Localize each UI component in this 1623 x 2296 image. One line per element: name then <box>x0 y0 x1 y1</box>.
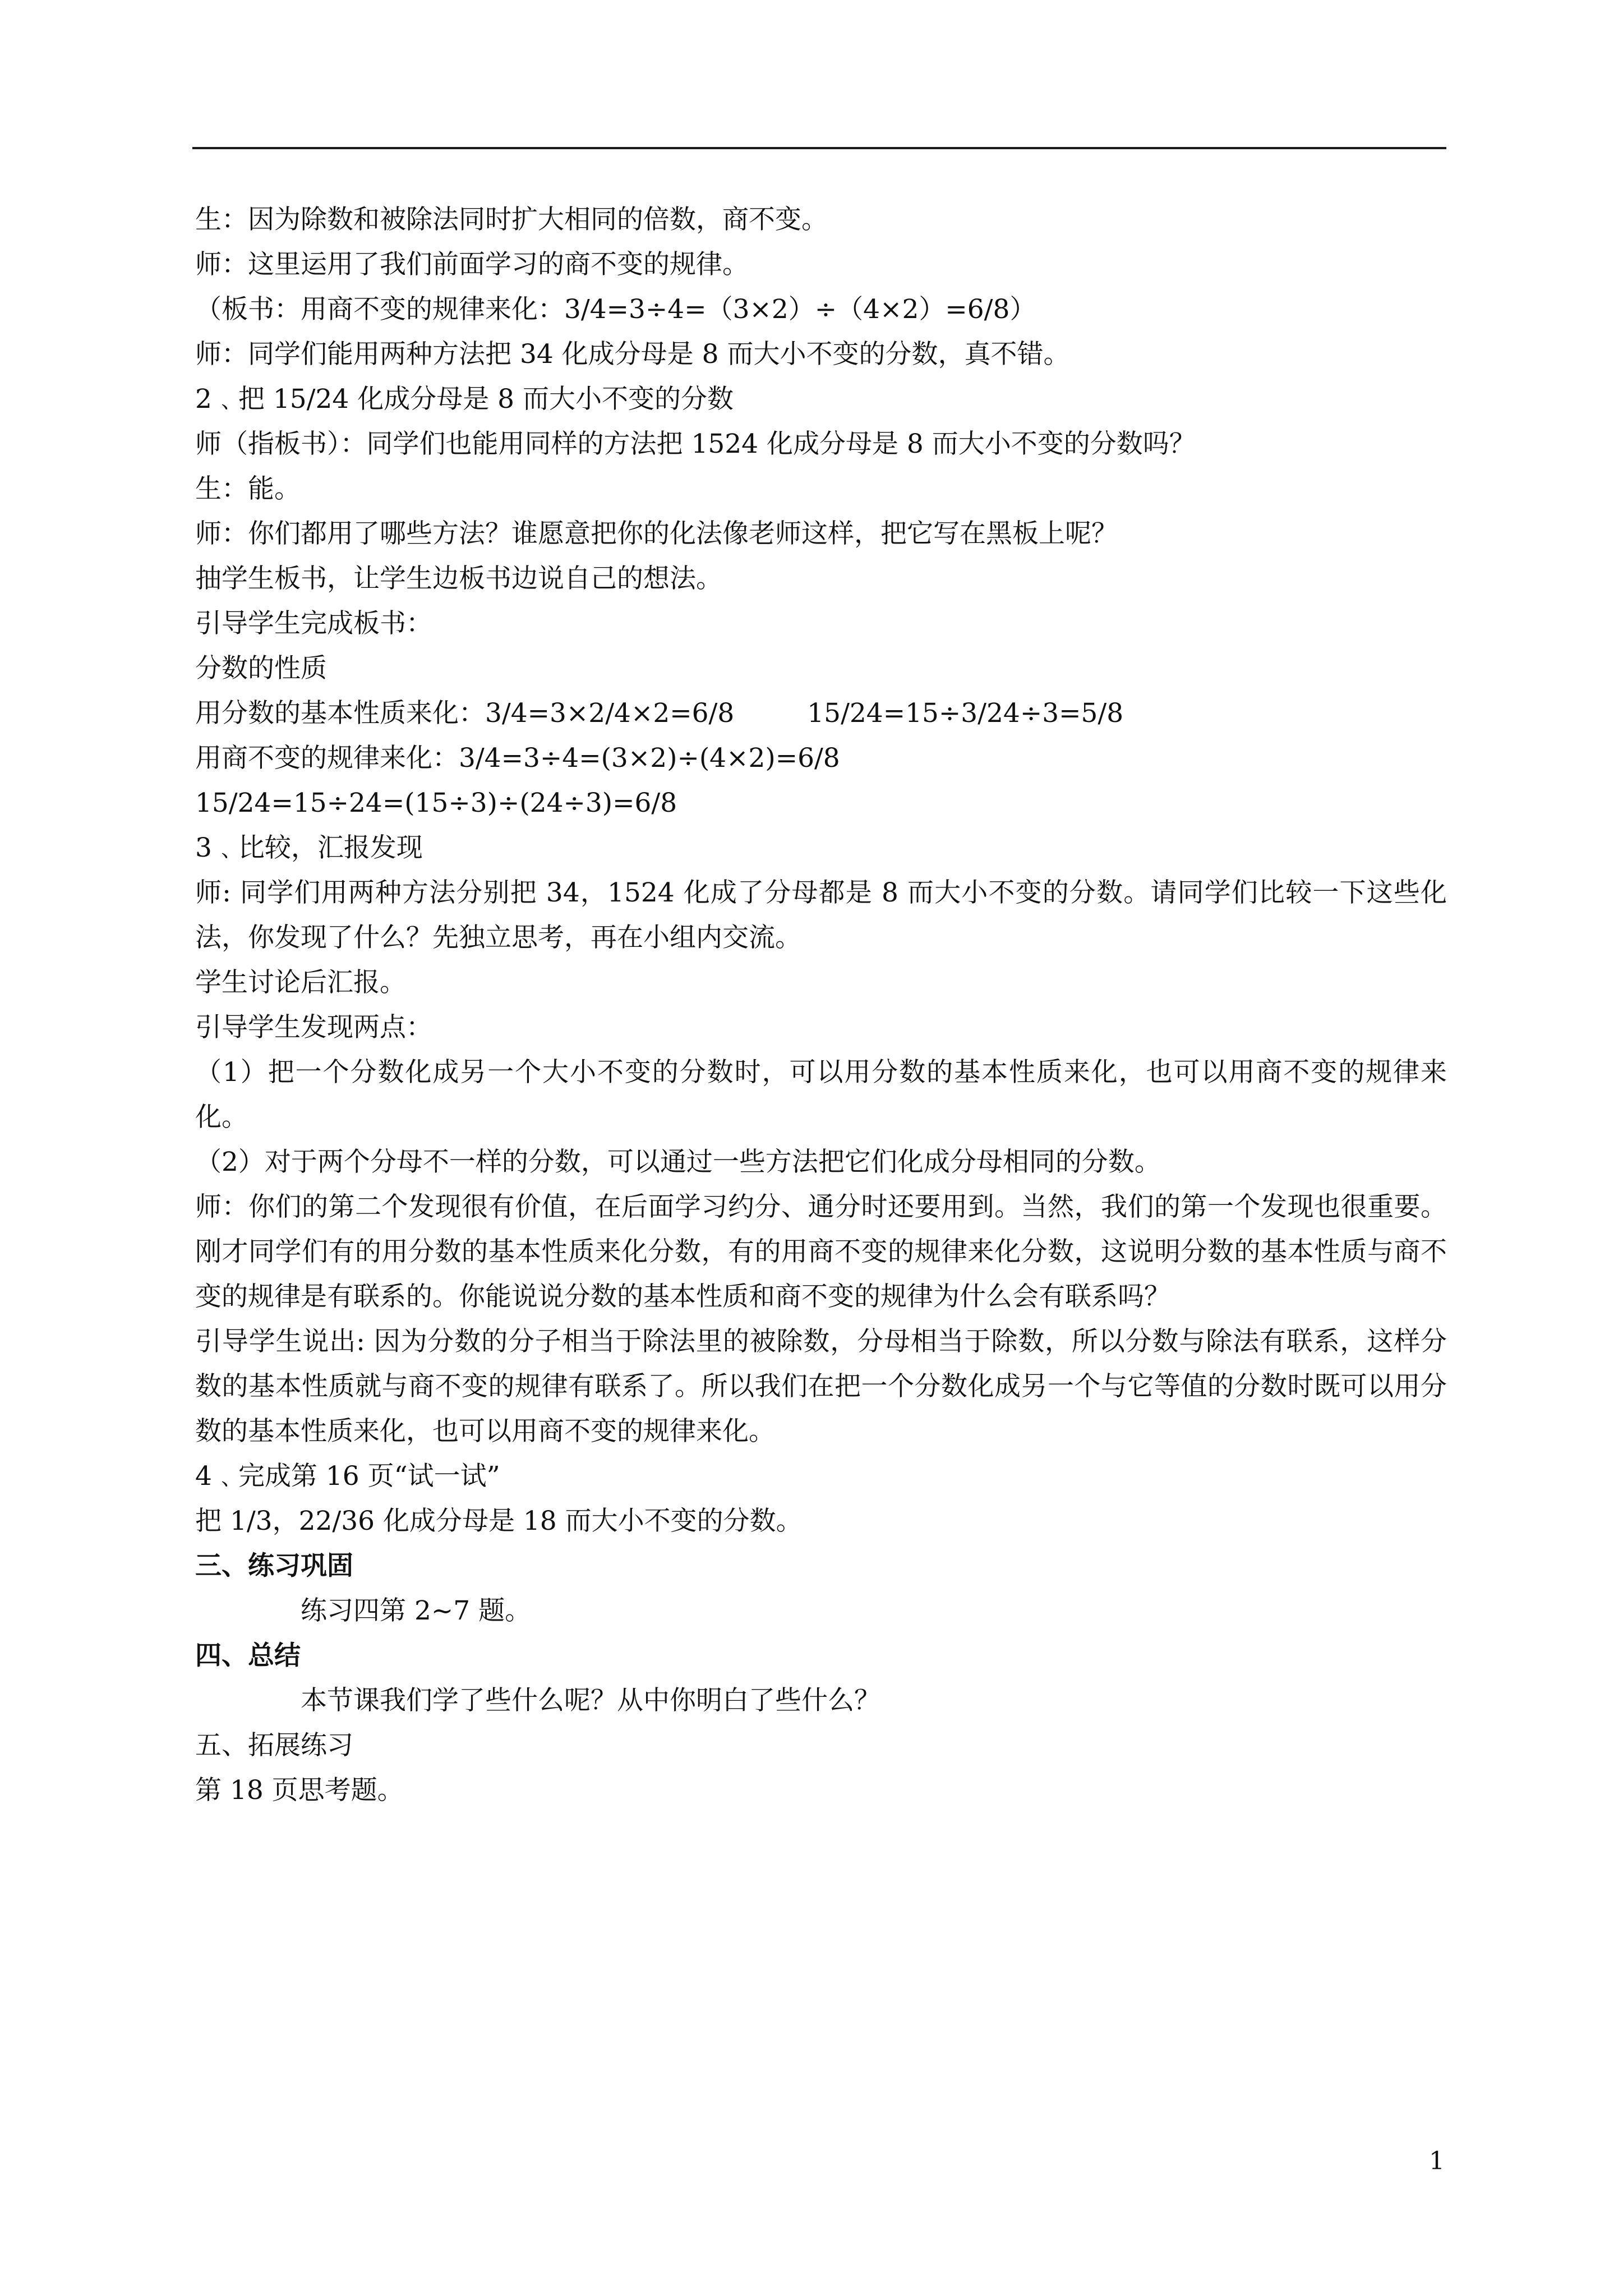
formula-left: 用分数的基本性质来化：3/4=3×2/4×2=6/8 <box>195 698 735 729</box>
text-line: （2）对于两个分母不一样的分数，可以通过一些方法把它们化成分母相同的分数。 <box>195 1147 1161 1177</box>
text-line: 学生讨论后汇报。 <box>195 967 406 998</box>
section-step-3: 3﹑比较，汇报发现 <box>195 832 423 863</box>
text-line: 生：因为除数和被除法同时扩大相同的倍数，商不变。 <box>195 204 828 235</box>
text-paragraph: 引导学生说出: 因为分数的分子相当于除法里的被除数，分母相当于除数，所以分数与除法有联系，这样分数的基本性质就与商不变的规律有联系了。所以我们在把一个分数化成另一个与它等值的分数时既可以用分数的基本性质来化，也可以用商不变的规律来化。 <box>195 1326 1447 1447</box>
text-line: 师：这里运用了我们前面学习的商不变的规律。 <box>195 249 749 280</box>
document-body <box>195 197 1447 1813</box>
section-heading: 四、总结 <box>195 1640 301 1671</box>
section-heading: 五、拓展练习 <box>195 1730 353 1761</box>
text-line: 分数的性质 <box>195 653 327 684</box>
text-line: 第 18 页思考题。 <box>195 1775 404 1806</box>
text-line: 师：同学们能用两种方法把 34 化成分母是 8 而大小不变的分数，真不错。 <box>195 339 1070 370</box>
formula-line: 用商不变的规律来化：3/4=3÷4=(3×2)÷(4×2)=6/8 <box>195 743 840 774</box>
section-heading: 三、练习巩固 <box>195 1550 353 1581</box>
text-line: 引导学生完成板书： <box>195 608 432 639</box>
formula-line <box>195 691 1447 736</box>
text-line: 生：能。 <box>195 473 301 504</box>
formula-line: 15/24=15÷24=(15÷3)÷(24÷3)=6/8 <box>195 788 677 818</box>
text-line: 师（指板书）：同学们也能用同样的方法把 1524 化成分母是 8 而大小不变的分数吗？ <box>195 429 1196 459</box>
text-paragraph: 师: 同学们用两种方法分别把 34，1524 化成了分母都是 8 而大小不变的分数。请同学们比较一下这些化法，你发现了什么？先独立思考，再在小组内交流。 <box>195 877 1447 953</box>
text-paragraph: （1）把一个分数化成另一个大小不变的分数时，可以用分数的基本性质来化，也可以用商不变的规律来化。 <box>195 1057 1447 1133</box>
text-line: 把 1/3，22/36 化成分母是 18 而大小不变的分数。 <box>195 1506 803 1536</box>
text-line: 抽学生板书，让学生边板书边说自己的想法。 <box>195 563 722 594</box>
text-paragraph: 师：你们的第二个发现很有价值，在后面学习约分、通分时还要用到。当然，我们的第一个发现也很重要。刚才同学们有的用分数的基本性质来化分数，有的用商不变的规律来化分数，这说明分数的基本性质与商不变的规律是有联系的。你能说说分数的基本性质和商不变的规律为什么会有联系吗？ <box>195 1191 1447 1312</box>
text-line: 师：你们都用了哪些方法？谁愿意把你的化法像老师这样，把它写在黑板上呢？ <box>195 518 1118 549</box>
section-step-2: 2﹑把 15/24 化成分母是 8 而大小不变的分数 <box>195 384 734 415</box>
page-number: 1 <box>1429 2147 1445 2175</box>
section-step-4: 4﹑完成第 16 页“试一试” <box>195 1461 500 1492</box>
header-rule <box>192 147 1446 149</box>
text-line: （板书：用商不变的规律来化：3/4=3÷4=（3×2）÷（4×2）=6/8） <box>195 294 1036 325</box>
text-line: 练习四第 2~7 题。 <box>301 1595 532 1626</box>
text-line: 引导学生发现两点： <box>195 1012 432 1043</box>
formula-right: 15/24=15÷3/24÷3=5/8 <box>807 698 1124 729</box>
text-line: 本节课我们学了些什么呢？从中你明白了些什么？ <box>301 1685 880 1716</box>
